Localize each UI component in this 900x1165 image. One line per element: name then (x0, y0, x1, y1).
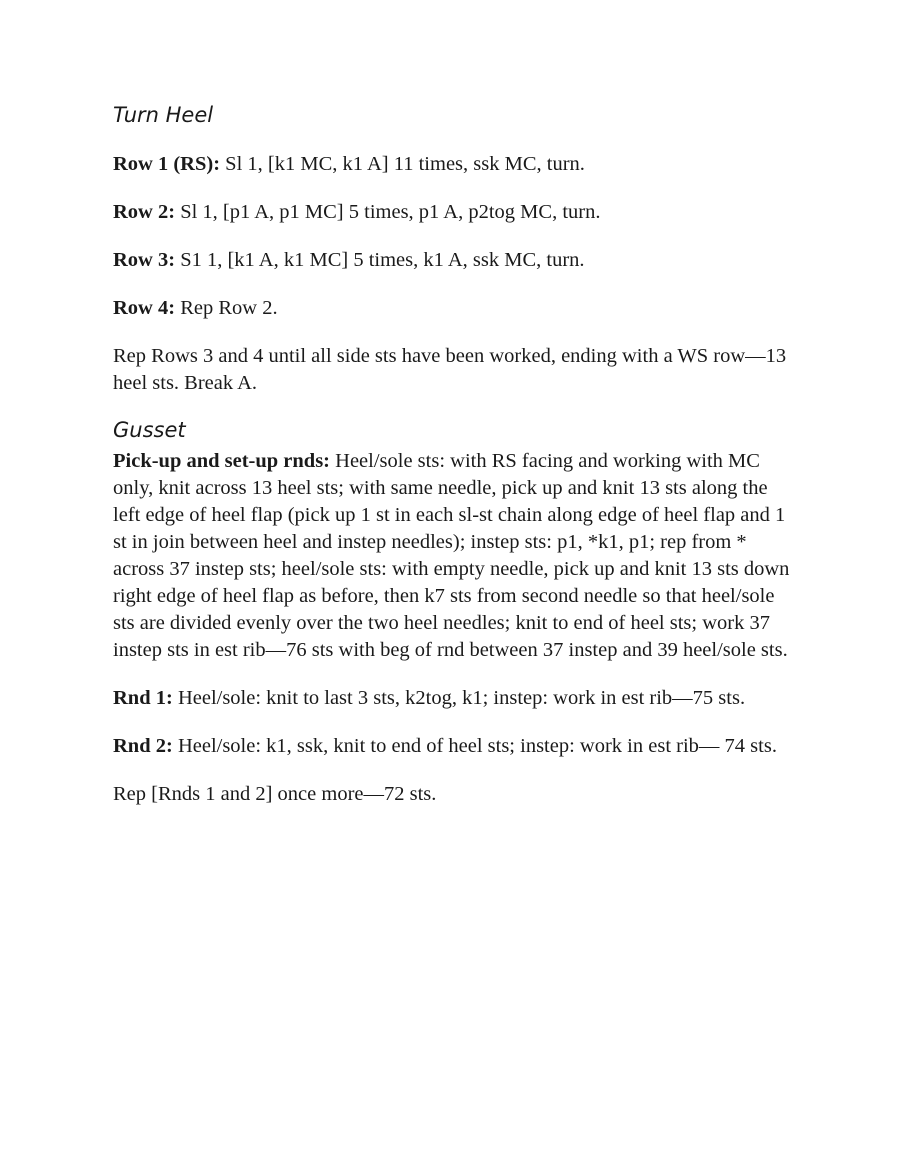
row-3-instruction (113, 247, 793, 274)
pickup-setup-text: Heel/sole sts: with RS facing and working with MC only, knit across 13 heel sts; with same needle, pick up and knit 13 sts along the left edge of heel flap (pick up 1 st in each sl-st chain along edge of heel flap and 1 st in join between heel and instep needles); instep sts: p1, *k1, p1; rep from * across 37 instep sts; heel/sole sts: with empty needle, pick up and knit 13 sts down right edge of heel flap as before, then k7 sts from second needle so that heel/sole sts are divided evenly over the two heel needles; knit to end of heel sts; work 37 instep sts in est rib—76 sts with beg of rnd between 37 instep and 39 heel/sole sts. (113, 450, 790, 661)
rnd-2-text: Heel/sole: k1, ssk, knit to end of heel sts; instep: work in est rib— 74 sts. (172, 735, 777, 757)
row-1-text: Sl 1, [k1 MC, k1 A] 11 times, ssk MC, turn. (220, 153, 585, 175)
row-2-instruction (113, 199, 793, 226)
rnd-2-instruction (113, 733, 793, 760)
row-1-instruction (113, 151, 793, 178)
repeat-rnds-instruction: Rep [Rnds 1 and 2] once more—72 sts. (113, 783, 437, 805)
row-4-instruction (113, 295, 793, 322)
pattern-page (113, 100, 793, 808)
rnd-1-instruction (113, 685, 793, 712)
row-3-text: S1 1, [k1 A, k1 MC] 5 times, k1 A, ssk MC, turn. (175, 249, 585, 271)
turn-heel-heading: Turn Heel (113, 103, 214, 127)
rnd-1-text: Heel/sole: knit to last 3 sts, k2tog, k1; instep: work in est rib—75 sts. (172, 687, 746, 709)
rnd-1-label: Rnd 1: (113, 687, 173, 709)
pickup-setup-instruction (113, 448, 793, 664)
row-2-text: Sl 1, [p1 A, p1 MC] 5 times, p1 A, p2tog MC, turn. (175, 201, 601, 223)
row-2-label: Row 2: (113, 201, 176, 223)
repeat-rows-instruction: Rep Rows 3 and 4 until all side sts have been worked, ending with a WS row—13 heel sts. Break A. (113, 345, 787, 394)
pickup-setup-label: Pick-up and set-up rnds: (113, 450, 331, 472)
row-1-label: Row 1 (RS): (113, 153, 221, 175)
row-4-text: Rep Row 2. (175, 297, 278, 319)
gusset-heading: Gusset (113, 418, 186, 442)
row-4-label: Row 4: (113, 297, 176, 319)
rnd-2-label: Rnd 2: (113, 735, 173, 757)
row-3-label: Row 3: (113, 249, 176, 271)
